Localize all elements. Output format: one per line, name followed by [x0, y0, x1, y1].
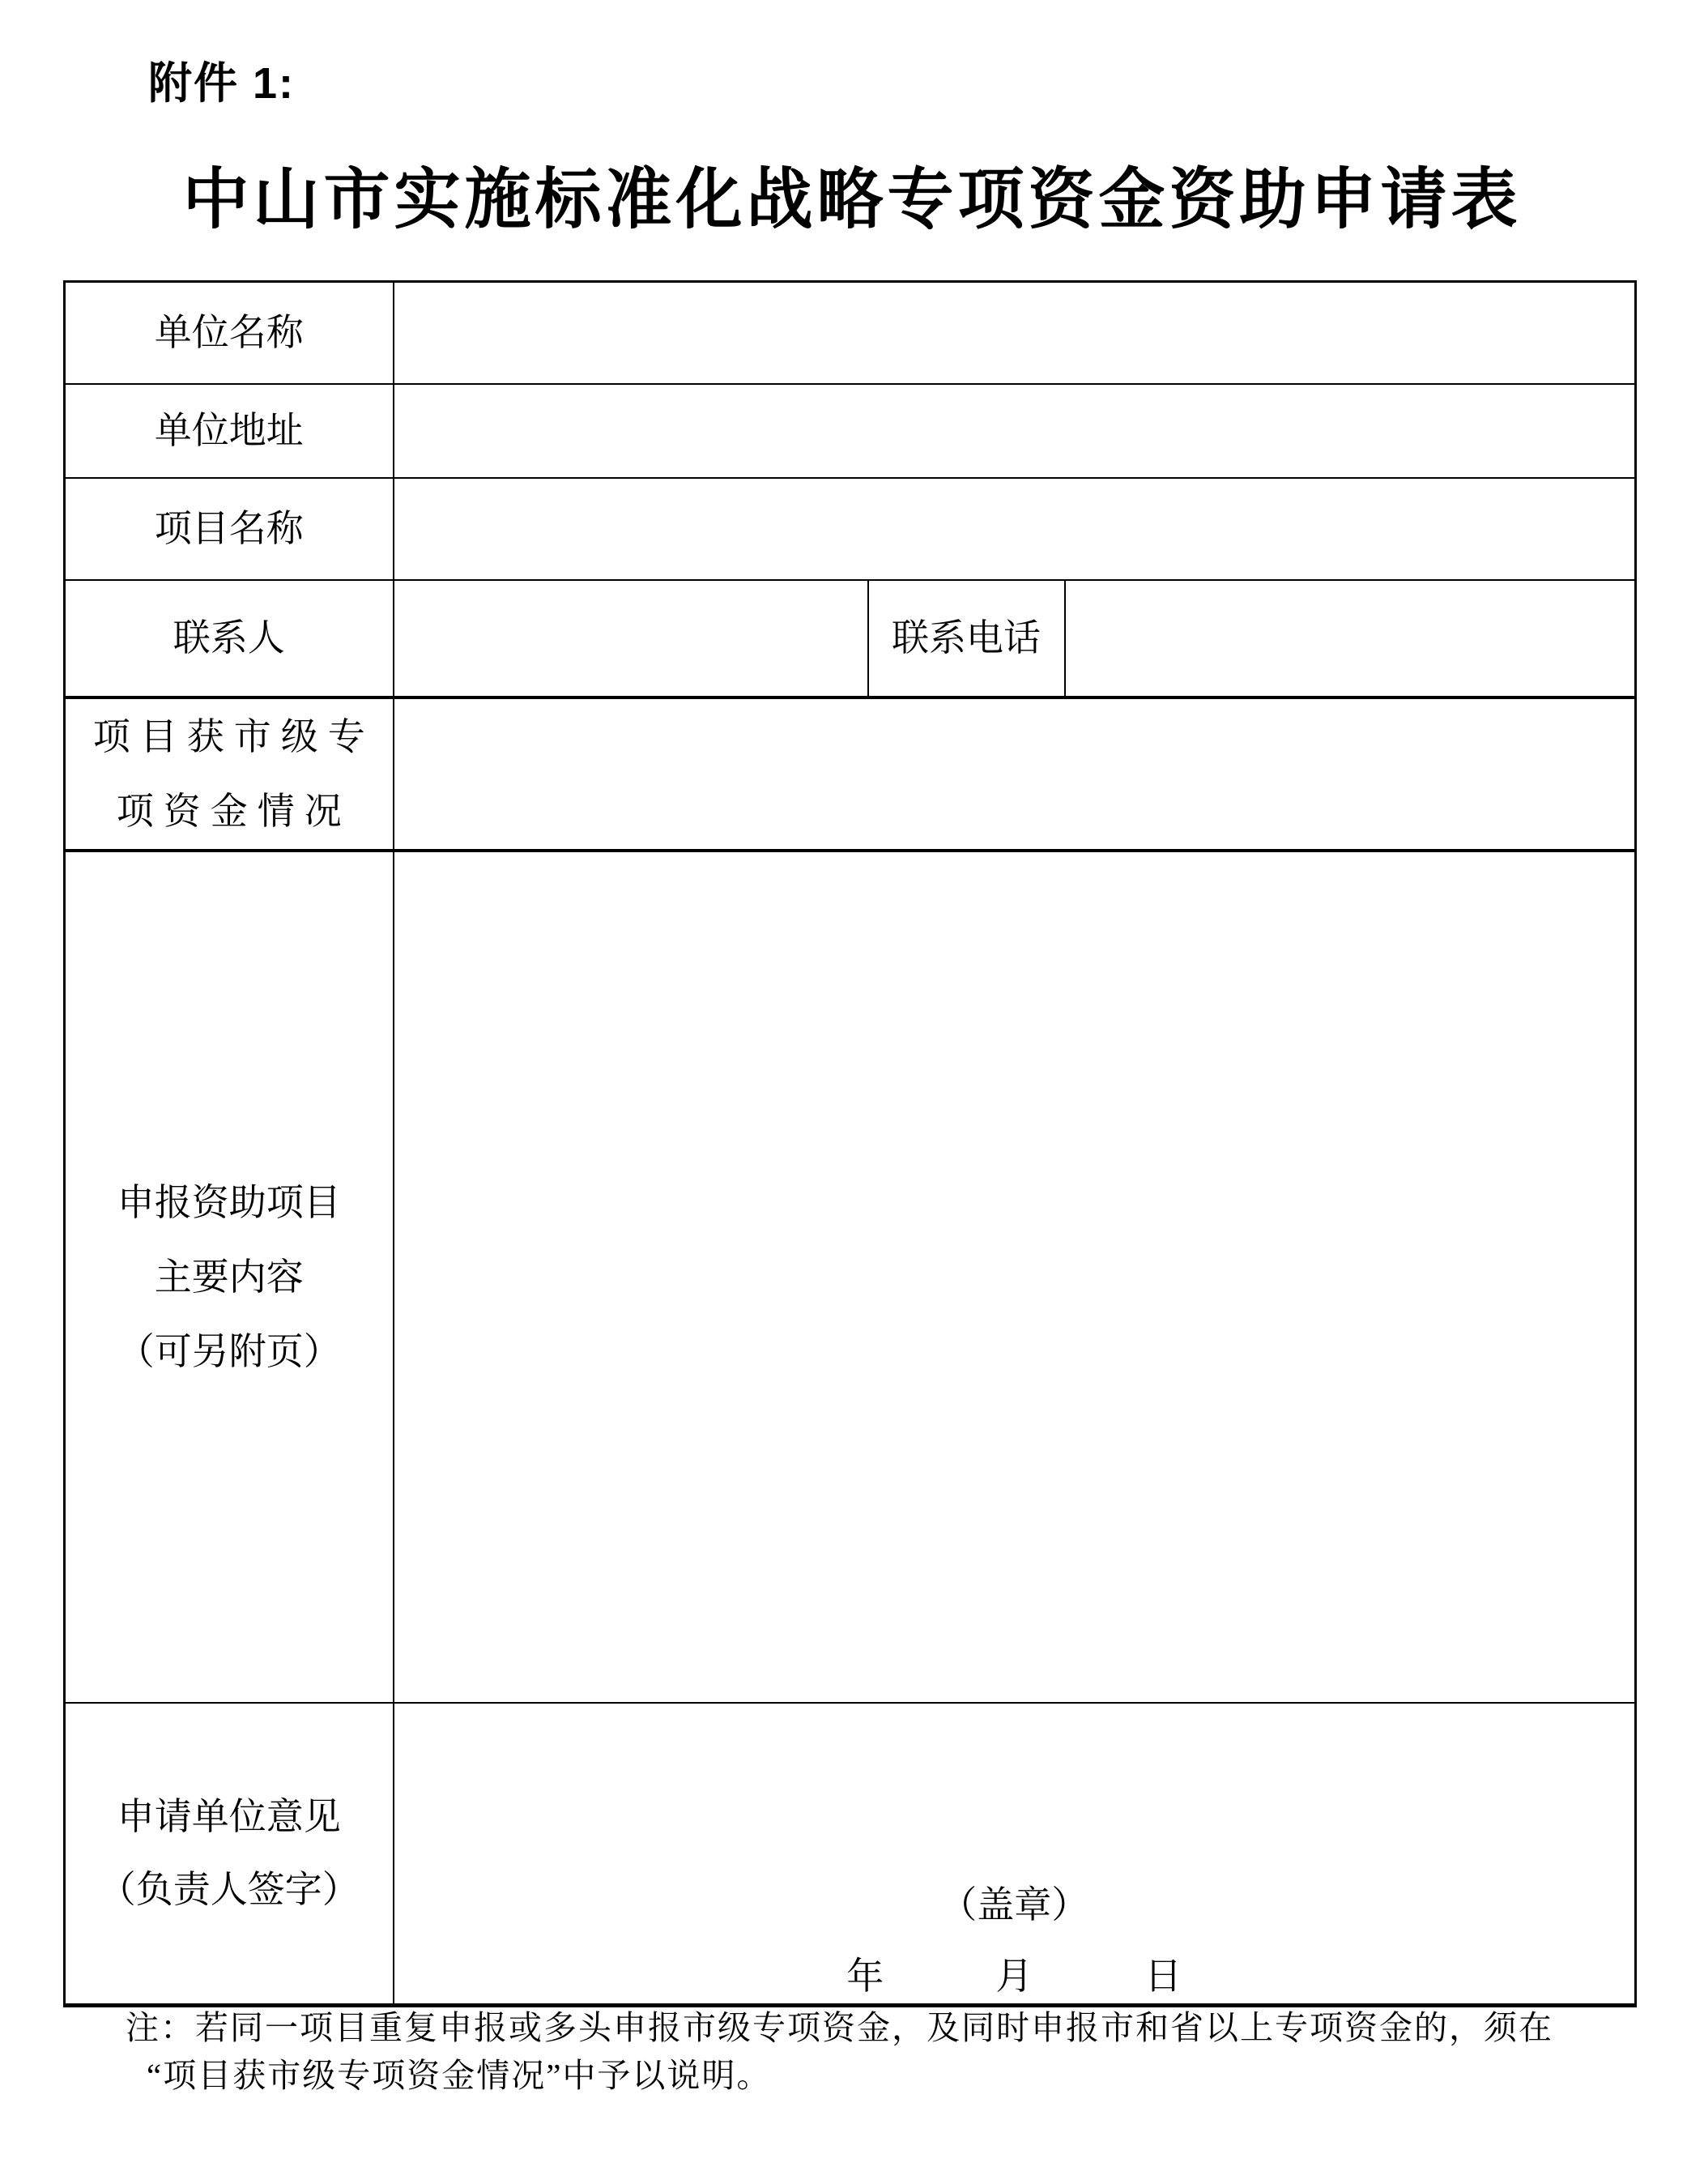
table-row-contact: [65, 580, 1636, 697]
table-row-municipal-fund: [65, 697, 1636, 851]
table-row-opinion: [65, 1703, 1636, 2006]
opinion-value-cell[interactable]: [394, 1703, 1636, 2006]
contact-value-cell[interactable]: [394, 580, 868, 697]
table-row-unit-name: [65, 282, 1636, 385]
footer-note-line1: 注：若同一项目重复申报或多头申报市级专项资金，及同时申报市和省以上专项资金的，须在: [126, 2009, 1553, 2046]
main-content-label-line1: 申报资助项目: [117, 1181, 341, 1223]
attachment-label: 附件 1:: [148, 59, 296, 108]
contact-label: 联系人: [65, 580, 394, 697]
municipal-fund-label-line1: 项目获市级专: [92, 715, 375, 757]
main-content-label-line3: （可另附页）: [117, 1330, 341, 1372]
application-form-table: [63, 280, 1637, 2007]
contact-phone-label: 联系电话: [868, 580, 1065, 697]
main-content-label: [65, 851, 394, 1703]
opinion-label-line2: （负责人签字）: [98, 1869, 360, 1910]
municipal-fund-label-line2: 项资金情况: [116, 790, 351, 832]
date-placeholder: 年 月 日: [846, 1956, 1182, 1997]
municipal-fund-value-cell[interactable]: [394, 697, 1636, 851]
page-title: 中山市实施标准化战略专项资金资助申请表: [182, 163, 1522, 237]
municipal-fund-label: [65, 697, 394, 851]
seal-date-block: [394, 1709, 1635, 1998]
opinion-label-line1: 申请单位意见: [117, 1796, 341, 1837]
project-name-label: 项目名称: [65, 478, 394, 580]
contact-phone-value-cell[interactable]: [1065, 580, 1636, 697]
main-content-value-cell[interactable]: [394, 851, 1636, 1703]
unit-address-value-cell[interactable]: [394, 384, 1636, 478]
opinion-label: [65, 1703, 394, 2006]
table-row-main-content: [65, 851, 1636, 1703]
footer-note: [126, 2004, 1608, 2100]
table-row-unit-address: [65, 384, 1636, 478]
unit-address-label: 单位地址: [65, 384, 394, 478]
footer-note-line2: “项目获市级专项资金情况”中予以说明。: [147, 2057, 772, 2094]
project-name-value-cell[interactable]: [394, 478, 1636, 580]
unit-name-label: 单位名称: [65, 282, 394, 385]
unit-name-value-cell[interactable]: [394, 282, 1636, 385]
seal-placeholder: （盖章）: [939, 1884, 1089, 1926]
main-content-label-line2: 主要内容: [154, 1256, 304, 1298]
table-row-project-name: [65, 478, 1636, 580]
